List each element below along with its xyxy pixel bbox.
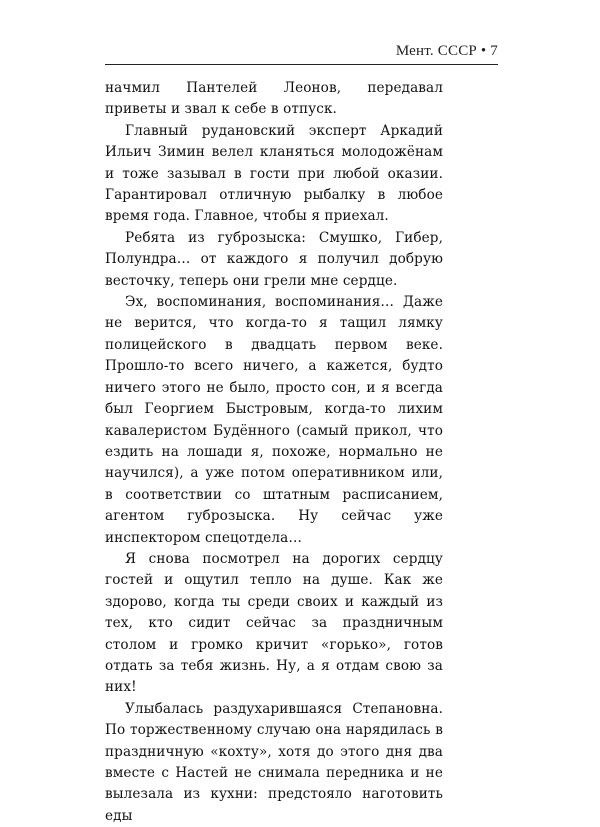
- running-title: Мент. СССР • 7: [395, 43, 498, 59]
- paragraph-2: Главный рудановский эксперт Аркадий Ильич Зимин велел кланяться молодожёнам и тоже зазывал в гости при любой оказии. Гарантировал отличную рыбалку в любое время года. Главное, чтобы я приехал.: [105, 122, 443, 225]
- paragraph-5: Я снова посмотрел на дорогих сердцу гостей и ощутил тепло на душе. Как же здорово, когда ты среди своих и каждый из тех, кто сидит сейчас за праздничным столом и громко кричит «горько», готов отдать за тебя жизнь. Ну, а я отдам свою за них!: [105, 550, 443, 696]
- body-text: [105, 78, 443, 827]
- paragraph-3: Ребята из губрозыска: Смушко, Гибер, Полундра… от каждого я получил добрую весточку, теперь они грели мне сердце.: [105, 229, 443, 289]
- running-header: [105, 40, 498, 65]
- paragraph-1: начмил Пантелей Леонов, передавал приветы и звал к себе в отпуск.: [105, 80, 443, 118]
- paragraph-4: Эх, воспоминания, воспоминания… Даже не верится, что когда-то я тащил лямку полицейского в двадцать первом веке. Прошло-то всего ничего, а кажется, будто ничего этого не было, просто сон, и я всегда был Георгием Быстровым, когда-то лихим кавалеристом Будённого (самый прикол, что ездить на лошади я, похоже, нормально не научился), а уже потом оперативником или, в соответствии со штатным расписанием, агентом губрозыска. Ну сейчас уже инспектором спецотдела…: [105, 294, 443, 546]
- paragraph-6: Улыбалась раздухарившаяся Степановна. По торжественному случаю она нарядилась в праздничную «кохту», хотя до этого дня два вместе с Настей не снимала передника и не вылезала из кухни: предстояло наготовить еды: [105, 700, 443, 824]
